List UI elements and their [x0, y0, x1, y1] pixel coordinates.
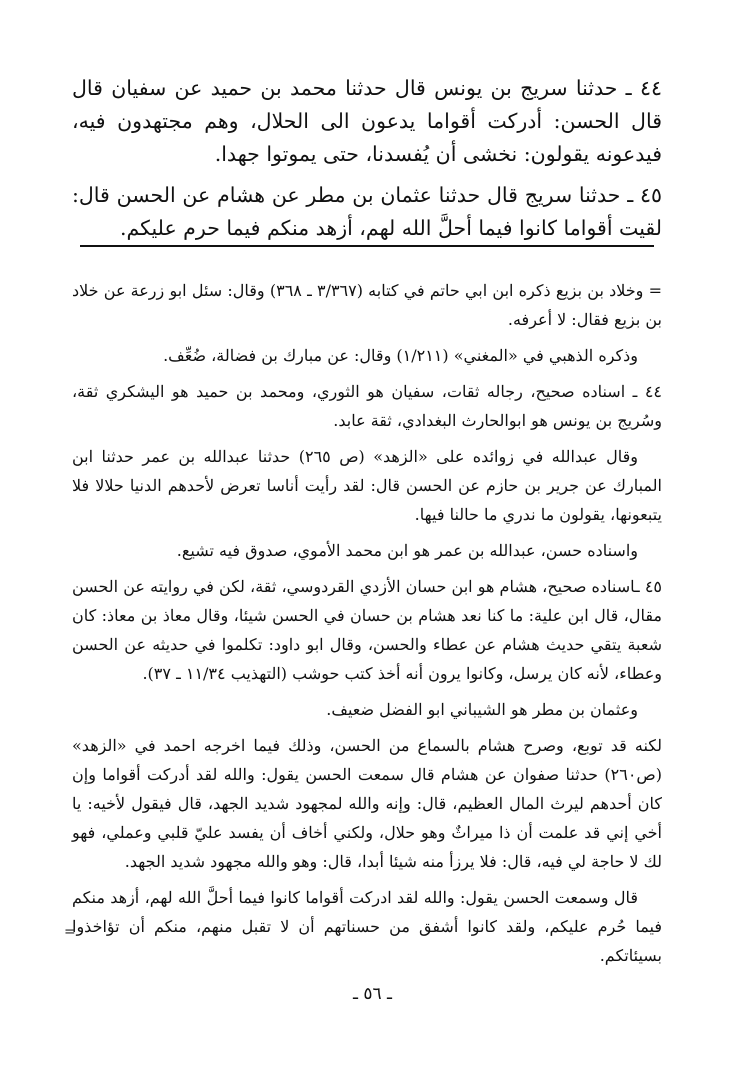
footnote-paragraph: وقال عبدالله في زوائده على «الزهد» (ص ٢٦٥) حدثنا عبدالله بن عمر حدثنا ابن المبارك عن جرير بن حازم عن الحسن قال: لقد رأيت أناسا تعرض لأحدهم الدنيا حلالا فلا يتبعونها، يقولون ما ندري ما حالنا فيها.: [72, 447, 662, 524]
main-text: [72, 72, 662, 253]
hadith-44: ٤٤ ـ حدثنا سريج بن يونس قال حدثنا محمد بن حميد عن سفيان قال قال الحسن: أدركت أقواما يدعون الى الحلال، وهم مجتهدون فيه، فيدعونه يقولون: نخشى أن يُفسدنا، حتى يموتوا جهدا.: [72, 76, 662, 166]
footnote-paragraph: لكنه قد توبع، وصرح هشام بالسماع من الحسن، وذلك فيما اخرجه احمد في «الزهد» (ص٢٦٠) حدثنا صفوان عن هشام قال سمعت الحسن يقول: والله لقد أدركت أقواما وإن كان أحدهم ليرث المال العظيم، قال: وإنه والله لمجهود شديد الجهد، قال فيقول لأخيه: يا أخي إني قد علمت أن ذا ميراثٌ وهو حلال، ولكني أخاف أن يفسد عليّ قلبي وعملي، فهو لك لا حاجة لي فيه، قال: فلا يرزأ منه شيئا أبدا، قال: وهو والله مجهود شديد الجهد.: [72, 736, 663, 871]
footnote-44: ٤٤ ـ اسناده صحيح، رجاله ثقات، سفيان هو الثوري، ومحمد بن حميد هو اليشكري ثقة، وسُريج بن يونس هو ابوالحارث البغدادي، ثقة عابد.: [72, 382, 662, 430]
continuation-mark: =: [64, 924, 76, 940]
footnote-paragraph: واسناده حسن، عبدالله بن عمر هو ابن محمد الأموي، صدوق فيه تشيع.: [176, 541, 638, 560]
footnote-paragraph: قال وسمعت الحسن يقول: والله لقد ادركت أقواما كانوا فيما أحلَّ الله لهم، أزهد منكم فيما حُرم عليكم، ولقد كانوا أشفق من حسناتهم أن لا تقبل منهم، منكم أن تؤاخذوا بسيئاتكم.: [72, 888, 662, 965]
footnote-paragraph: وذكره الذهبي في «المغني» (١/٢١١) وقال: عن مبارك بن فضالة، ضُعِّف.: [163, 346, 638, 365]
footnote-continuation: = وخلاد بن بزيع ذكره ابن ابي حاتم في كتابه (٣/٣٦٧ ـ ٣٦٨) وقال: سئل ابو زرعة عن خلاد بن بزيع فقال: لا أعرفه.: [72, 281, 663, 329]
footnote-paragraph: وعثمان بن مطر هو الشيباني ابو الفضل ضعيف.: [326, 700, 638, 719]
footnotes: [72, 276, 662, 977]
footnote-separator: [80, 245, 654, 247]
page-number: ـ ٥٦ ـ: [352, 984, 393, 1004]
footnote-45: ٤٥ ـاسناده صحيح، هشام هو ابن حسان الأزدي القردوسي، ثقة، لكن في روايته عن الحسن مقال، قال ابن علية: ما كنا نعد هشام بن حسان في الحسن شيئا، وقال معاذ بن معاذ: كان شعبة يتقي حديث هشام عن عطاء والحسن، وقال ابو داود: تكلموا في حديثه عن الحسن وعطاء، لأنه كان يرسل، وكانوا يرون أنه أخذ كتب حوشب (التهذيب ١١/٣٤ ـ ٣٧).: [72, 577, 662, 683]
hadith-45: ٤٥ ـ حدثنا سريج قال حدثنا عثمان بن مطر عن هشام عن الحسن قال: لقيت أقواما كانوا فيما أحلَّ الله لهم، أزهد منكم فيما حرم عليكم.: [72, 183, 662, 240]
